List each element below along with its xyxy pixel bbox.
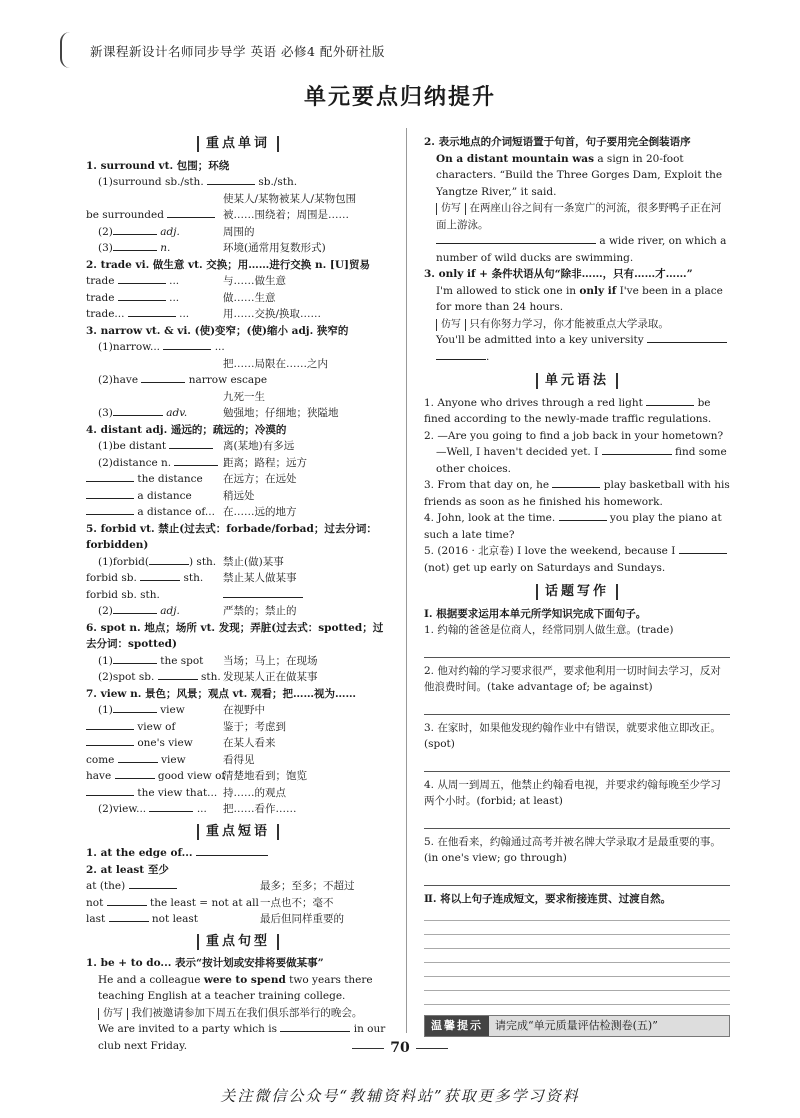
blank[interactable]: [118, 273, 166, 284]
word-surround-head: 1. surround vt. 包围；环绕: [86, 159, 230, 172]
blank[interactable]: [207, 174, 255, 185]
tip-text: 请完成“单元质量评估检测卷(五)”: [495, 1018, 658, 1032]
blank[interactable]: [436, 349, 486, 360]
blank[interactable]: [113, 240, 157, 251]
answer-line[interactable]: [424, 640, 730, 658]
blank[interactable]: [86, 735, 134, 746]
blank[interactable]: [113, 702, 157, 713]
blank[interactable]: [223, 587, 303, 598]
blank[interactable]: [86, 785, 134, 796]
blank[interactable]: [86, 471, 134, 482]
section-key-phrases: 重点短语: [86, 824, 390, 841]
tip-label: 温馨提示: [425, 1016, 489, 1036]
blank[interactable]: [174, 455, 218, 466]
word-distant-head: 4. distant adj. 遥远的；疏远的；冷漠的: [86, 423, 287, 436]
blank[interactable]: [559, 510, 607, 521]
blank[interactable]: [436, 233, 596, 244]
blank[interactable]: [118, 752, 158, 763]
word-spot-head: 6. spot n. 地点；场所 vt. 发现；弄脏(过去式：spotted；过去分词：spotted): [86, 621, 384, 650]
answer-line[interactable]: [424, 697, 730, 715]
essay-lines[interactable]: [424, 907, 730, 1005]
blank[interactable]: [115, 768, 155, 779]
section-key-sentences: 重点句型: [86, 934, 390, 951]
word-view-head: 7. view n. 景色；风景；观点 vt. 观看；把……视为……: [86, 687, 356, 700]
blank[interactable]: [163, 339, 211, 350]
blank[interactable]: [109, 911, 149, 922]
blank[interactable]: [86, 488, 134, 499]
word-trade-head: 2. trade vi. 做生意 vt. 交换；用……进行交换 n. [U]贸易: [86, 258, 370, 271]
word-forbid-head: 5. forbid vt. 禁止(过去式：forbade/forbad；过去分词：forbidden): [86, 522, 377, 551]
blank[interactable]: [149, 554, 189, 565]
answer-line[interactable]: [424, 868, 730, 886]
blank[interactable]: [113, 653, 157, 664]
blank[interactable]: [647, 332, 727, 343]
blank[interactable]: [140, 570, 180, 581]
blank[interactable]: [128, 306, 176, 317]
blank[interactable]: [113, 405, 163, 416]
blank[interactable]: [679, 543, 727, 554]
blank[interactable]: [86, 719, 134, 730]
page-header: [0, 0, 800, 80]
blank[interactable]: [158, 669, 198, 680]
blank[interactable]: [196, 845, 268, 856]
tip-box: [424, 1015, 730, 1037]
blank[interactable]: [107, 895, 147, 906]
blank[interactable]: [113, 224, 157, 235]
blank[interactable]: [646, 395, 694, 406]
blank[interactable]: [113, 603, 157, 614]
word-narrow-head: 3. narrow vt. & vi. (使)变窄；(使)缩小 adj. 狭窄的: [86, 324, 349, 337]
blank[interactable]: [129, 878, 177, 889]
header-ornament: [60, 32, 72, 68]
blank[interactable]: [141, 372, 185, 383]
section-grammar: 单元语法: [424, 373, 730, 390]
blank[interactable]: [86, 504, 134, 515]
page-title: 单元要点归纳提升: [303, 85, 496, 110]
answer-line[interactable]: [424, 811, 730, 829]
right-column: 2. 表示地点的介词短语置于句首，句子要用完全倒装语序 On a distant mountain was a sign in 20-foot characters. “Build the Three Gorges Dam, Exploit the Yangtze River,” it said. 仿写 在两座山谷之间有一条宽广的河流，很多野鸭子正在河面上游泳。 a wide river, on which a number of wild ducks are swimming. 3. only if + 条件状语从句“除非……，只有……才……” I'm allowed to stick one in only if I've been in a place for more than 24 hours. 仿写 只有你努力学习，你才能被重点大学录取。 You'll be admitted into a key university . 单元语法 1. Anyone who drives through a red light be fined according to the newly-made traffic regulations. 2. —Are you going to find a job back in your hometown? —Well, I haven't decided yet. I find some other choices. 3. From that day on, he play basketball with his friends as soon as he finished his homework. 4. John, look at the time. you play the piano at such a late time? 5. (2016 · 北京卷) I love the weekend, because I (not) get up early on Saturdays and Sundays. 话题写作 Ⅰ. 根据要求运用本单元所学知识完成下面句子。 1. 约翰的爸爸是位商人，经常同别人做生意。(trade) 2. 他对约翰的学习要求很严，要求他利用一切时间去学习，反对他浪费时间。(take advantage of; be against) 3. 在家时，如果他发现约翰作业中有错误，就要求他立即改正。(spot) 4. 从周一到周五，他禁止约翰看电视，并要求约翰每晚至少学习两个小时。(forbid; at least) 5. 在他看来，约翰通过高考并被名牌大学录取才是最重要的事。(in one's view; go through) Ⅱ. 将以上句子连成短文，要求衔接连贯、过渡自然。 温馨提示 请完成“单元质量评估检测卷(五)”: [424, 134, 730, 1037]
blank[interactable]: [169, 438, 213, 449]
section-key-words: 重点单词: [86, 136, 390, 153]
blank[interactable]: [118, 290, 166, 301]
header-series: 新课程新设计名师同步导学 英语 必修4 配外研社版: [90, 44, 385, 59]
column-divider: [406, 128, 407, 1033]
answer-line[interactable]: [424, 754, 730, 772]
blank[interactable]: [149, 801, 193, 812]
blank[interactable]: [280, 1021, 350, 1032]
blank[interactable]: [602, 444, 672, 455]
footer-note: 关注微信公众号“教辅资料站”获取更多学习资料: [220, 1087, 580, 1105]
blank[interactable]: [167, 207, 215, 218]
page-number: 70: [0, 1040, 800, 1057]
left-column: 重点单词 1. surround vt. 包围；环绕 (1)surround sb./sth. sb./sth. 使某人/某物被某人/某物包围 be surrounded 被……围绕着；周围是…… (2) adj. 周围的 (3) n. 环境(通常用复数形式) 2. trade vi. 做生意 vt. 交换；用……进行交换 n. [U]贸易 trade ... 与……做生意 trade ... 做……生意 trade... ... 用……交换/换取…… 3. narrow vt. & vi. (使)变窄；(使)缩小 adj. 狭窄的 (1)narrow... ... 把……局限在……之内 (2)have narrow escape 九死一生 (3) adv. 勉强地；仔细地；狭隘地 4. distant adj. 遥远的；疏远的；冷漠的 (1)be distant 离(某地)有多远 (2)distance n. 距离；路程；远方 the distance 在远方；在远处 a distance 稍远处 a distance of... 在……远的地方 5. forbid vt. 禁止(过去式：forbade/forbad；过去分词：forbidden) (1)forbid( ) sth. 禁止(做)某事 forbid sb. sth. 禁止某人做某事 forbid sb. sth. (2) adj. 严禁的；禁止的 6. spot n. 地点；场所 vt. 发现；弄脏(过去式：spotted；过去分词：spotted) (1) the spot 当场；马上；在现场 (2)spot sb. sth. 发现某人正在做某事 7. view n. 景色；风景；观点 vt. 观看；把……视为…… (1) view 在视野中 view of 鉴于；考虑到 one's view 在某人看来 come view 看得见 have good view of 清楚地看到；饱览 the view that... 持……的观点 (2)view... ... 把……看作…… 重点短语 1. at the edge of... 2. at least 至少 at (the) 最多；至多；不超过 not the least = not at all 一点也不；毫不 last not least 最后但同样重要的 重点句型 1. be + to do... 表示“按计划或安排将要做某事” He and a colleague were to spend two years there teaching English at a teacher training college. 仿写 我们被邀请参加下周五在我们俱乐部举行的晚会。 We are invited to a party which is in our club next Friday.: [86, 134, 390, 1054]
blank[interactable]: [552, 477, 600, 488]
section-writing: 话题写作: [424, 584, 730, 601]
